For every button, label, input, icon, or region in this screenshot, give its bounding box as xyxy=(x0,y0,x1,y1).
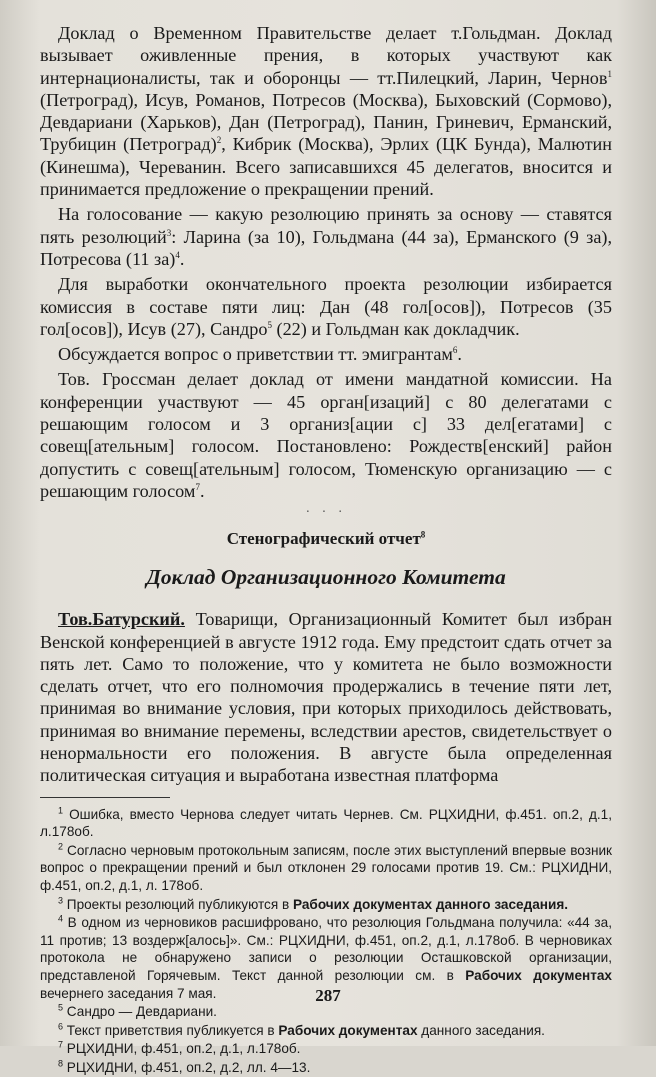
footnote-ref-7[interactable]: 7 xyxy=(195,481,200,492)
text-run: Тов. Гроссман делает доклад от имени мандатной комиссии. На конференции участвуют — 45 орган[изаций] с 80 делегатами с решающим голосом и 3 организ[ации с] 33 дел[егатами] с совещ[ательным] голосом. Постановлено: Рождеств[енский] район допустить с совещ[ательным] голосом, Тюменскую организацию — с решающим голосом xyxy=(40,369,612,501)
footnote-ref-8[interactable]: 8 xyxy=(420,529,426,540)
footnote-text: данного заседания. xyxy=(417,1022,545,1038)
footnote-emphasis: Рабочих документах данного заседания. xyxy=(292,896,569,912)
footnote-emphasis: Рабочих документах xyxy=(278,1022,418,1038)
footnote-7 xyxy=(40,1040,612,1058)
page-number: 287 xyxy=(315,986,341,1005)
text-run: . xyxy=(457,344,462,365)
text-run: (Петроград), Исув, Романов, Потресов (Москва), Быховский (Сормово), Девдариани (Харьков), Дан (Петроград), Панин, Гриневич, Ерманский, Трубицин (Петроград) xyxy=(40,89,612,155)
heading-text: Стенографический отчет xyxy=(226,529,421,549)
footnote-emphasis: Рабочих документах xyxy=(465,967,612,983)
footnote-ref-5[interactable]: 5 xyxy=(267,319,272,330)
paragraph-mandate-commission xyxy=(40,368,612,502)
footnote-number: 3 xyxy=(58,895,64,906)
paragraph-greeting xyxy=(40,343,612,365)
speech-paragraph xyxy=(40,608,612,786)
text-run: . xyxy=(199,480,205,501)
footnote-text: вечернего заседания 7 мая. xyxy=(40,985,217,1001)
text-run: На голосование — какую резолюцию принять за основу — ставятся пять резолюций xyxy=(40,204,612,247)
footnote-number: 8 xyxy=(58,1058,64,1069)
text-run: Для выработки окончательного проекта резолюции избирается комиссия в составе пяти лиц: Дан (48 гол[осов]), Потресов (35 гол[осов]), Исув (27), Сандро xyxy=(40,274,612,339)
footnote-number: 2 xyxy=(58,841,64,852)
footnote-number: 6 xyxy=(58,1021,64,1032)
section-heading xyxy=(40,528,612,550)
text-run: (22) и Гольдман как докладчик. xyxy=(271,318,520,339)
text-run: , Кибрик (Москва), Эрлих (ЦК Бунда), Малютин (Кинешма), Череванин. Всего записавшихся 45 делегатов, вносится и принимается предложение о прекращении прений. xyxy=(40,134,613,200)
footnote-ref-3[interactable]: 3 xyxy=(166,227,172,238)
footnote-1 xyxy=(40,806,612,841)
footnote-number: 5 xyxy=(58,1002,64,1013)
footnote-text: РЦХИДНИ, ф.451, оп.2, д.1, л.178об. xyxy=(63,1041,301,1057)
footnote-ref-6[interactable]: 6 xyxy=(452,345,458,356)
footnote-number: 7 xyxy=(58,1039,64,1050)
paragraph-voting xyxy=(40,203,612,270)
footnote-text: В одном из черновиков расшифровано, что резолюция Гольдмана получила: «44 за, 11 против; 13 воздерж[алось]». См.: РЦХИДНИ, ф.451, оп.2, д.1, л.178об. В черновиках протокола не обнаружено записи о резолюции Осташковской организации, представленой Горячевым. Текст данной резолюции см. в xyxy=(40,915,612,983)
text-run: . xyxy=(179,248,185,269)
subsection-heading: Доклад Организационного Комитета xyxy=(146,565,506,590)
footnote-text: Проекты резолюций публикуются в xyxy=(63,896,293,912)
footnote-text: Сандро — Девдариани. xyxy=(63,1004,217,1020)
footnote-text: Текст приветствия публикуется в xyxy=(63,1022,279,1038)
footnote-6 xyxy=(40,1022,612,1040)
footnote-8 xyxy=(40,1059,612,1077)
text-run: Доклад о Временном Правительстве делает т.Гольдман. Доклад вызывает оживленные прения, в которых участвуют как интернационалисты, так и оборонцы — тт.Пилецкий, Ларин, Чернов xyxy=(40,23,612,88)
speaker-name: Тов.Батурский. xyxy=(58,609,185,630)
footnote-separator xyxy=(40,797,170,798)
footnote-text: Ошибка, вместо Чернова следует читать Чернев. См. РЦХИДНИ, ф.451. оп.2, д.1, л.178об. xyxy=(40,806,612,840)
section-divider: · · · xyxy=(305,505,347,521)
paragraph-commission xyxy=(40,273,612,340)
footnote-ref-4[interactable]: 4 xyxy=(175,249,180,260)
text-run: Обсуждается вопрос о приветствии тт. эмигрантам xyxy=(58,344,453,365)
text-run: : Ларина (за 10), Гольдмана (44 за), Ерманского (9 за), Потресова (11 за) xyxy=(40,226,612,269)
footnote-3 xyxy=(40,896,612,914)
paragraph-goldman-report xyxy=(40,22,612,200)
footnote-2 xyxy=(40,842,612,895)
footnote-ref-2[interactable]: 2 xyxy=(216,135,222,146)
body-text xyxy=(40,22,612,502)
footnote-number: 4 xyxy=(58,913,64,924)
footnote-text: Согласно черновым протокольным записям, после этих выступлений впервые возник вопрос о прекращении прений и был отклонен 29 голосами против 19. См.: РЦХИДНИ, ф.451, оп.2, д.1, л. 178об. xyxy=(40,842,612,893)
footnote-number: 1 xyxy=(58,805,64,816)
footnote-text: РЦХИДНИ, ф.451, оп.2, д.2, лл. 4—13. xyxy=(63,1059,311,1075)
footnotes xyxy=(40,806,612,1077)
speech-text: Товарищи, Организационный Комитет был избран Венской конференцией в августе 1912 года. Ему предстоит сдать отчет за пять лет. Само то положение, что у комитета не было возможности сделать отчет, что его полномочия продержались в течение пяти лет, принимая во внимание условия, при которых приходилось действовать, принимая во внимание перемены, вследствии арестов, свидетельствует о ненормальности его положения. В августе была определенная политическая ситуация и выработана известная платформа xyxy=(40,609,612,786)
footnote-ref-1[interactable]: 1 xyxy=(607,68,612,79)
